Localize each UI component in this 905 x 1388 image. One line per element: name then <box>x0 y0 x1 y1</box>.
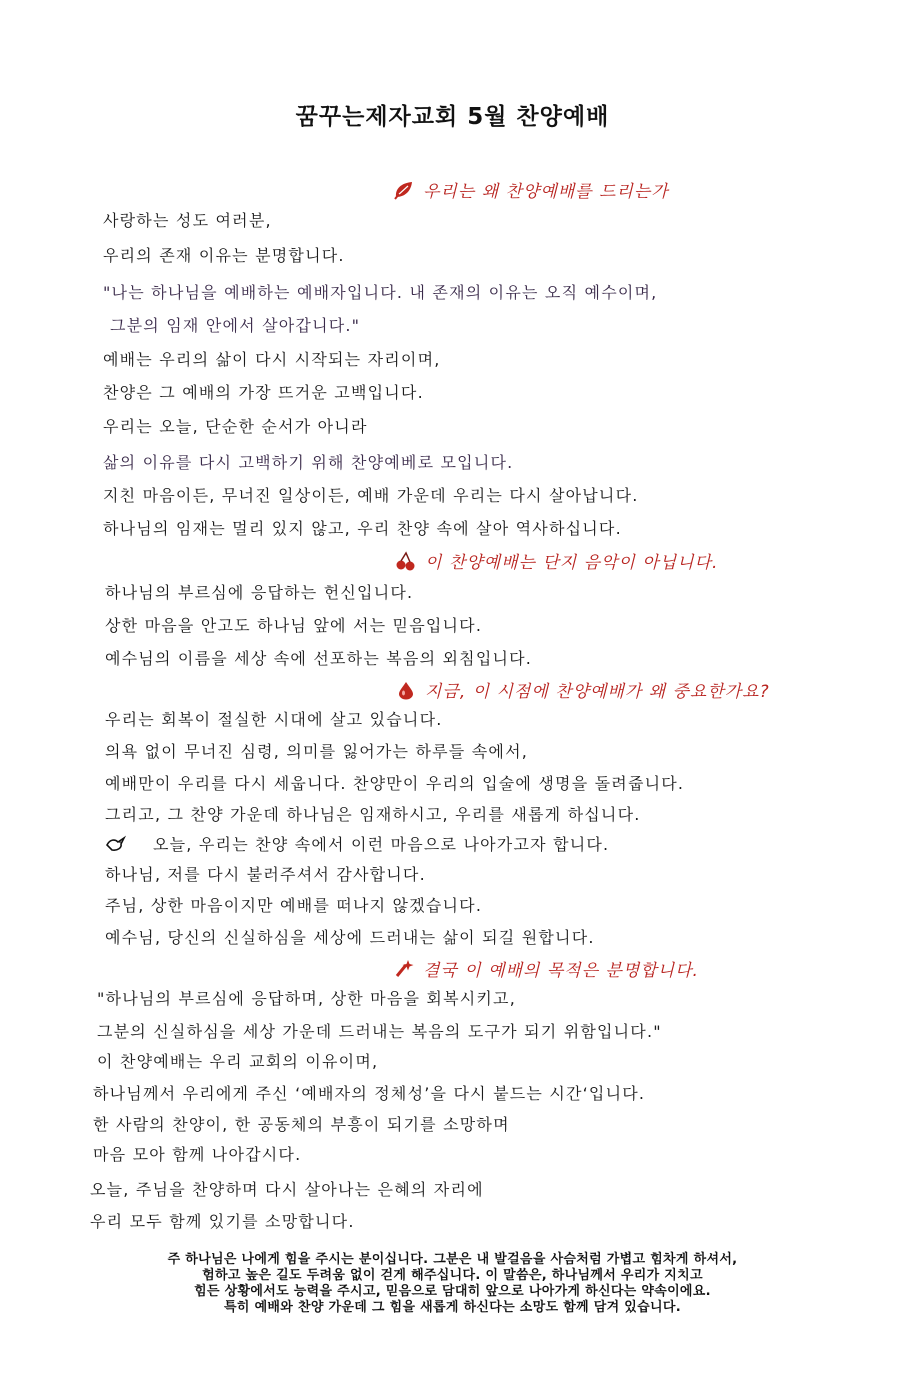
section-heading-why <box>393 177 669 202</box>
text-line: 마음 모아 함께 나아갑시다. <box>93 1145 302 1164</box>
text-line: 한 사람의 찬양이, 한 공동체의 부흥이 되기를 소망하며 <box>93 1115 510 1134</box>
text-line: 하나님의 부르심에 응답하는 헌신입니다. <box>105 583 414 602</box>
text-line: 주님, 상한 마음이지만 예배를 떠나지 않겠습니다. <box>105 896 483 915</box>
text-line: 하나님께서 우리에게 주신 ‘예배자의 정체성’을 다시 붙드는 시간‘입니다. <box>93 1084 646 1103</box>
text-line: 지친 마음이든, 무너진 일상이든, 예배 가운데 우리는 다시 살아납니다. <box>103 486 639 505</box>
text-line: 상한 마음을 안고도 하나님 앞에 서는 믿음입니다. <box>105 616 483 635</box>
heading-text: 우리는 왜 찬양예배를 드리는가 <box>423 182 669 202</box>
text-line: 오늘, 우리는 찬양 속에서 이런 마음으로 나아가고자 합니다. <box>153 835 610 854</box>
footer-line: 특히 예배와 찬양 가운데 그 힘을 새롭게 하신다는 소망도 함께 담겨 있습니다. <box>224 1300 681 1315</box>
text-line: 사랑하는 성도 여러분, <box>103 211 272 230</box>
text-line: 예수님, 당신의 신실하심을 세상에 드러내는 삶이 되길 원합니다. <box>105 928 595 947</box>
text-line: 하나님, 저를 다시 불러주셔서 감사합니다. <box>105 865 426 884</box>
footer-line: 힘든 상황에서도 능력을 주시고, 믿음으로 담대히 앞으로 나아가게 하신다는 약속이에요. <box>194 1284 711 1299</box>
text-line: 하나님의 임재는 멀리 있지 않고, 우리 찬양 속에 살아 역사하십니다. <box>103 519 622 538</box>
text-line: 그분의 신실하심을 세상 가운데 드러내는 복음의 도구가 되기 위함입니다." <box>97 1022 662 1041</box>
text-line-with-dove <box>105 832 609 855</box>
text-line: 우리 모두 함께 있기를 소망합니다. <box>90 1212 355 1231</box>
cherries-icon <box>395 551 417 571</box>
sparkle-icon <box>393 959 415 979</box>
text-line: 이 찬양예배는 우리 교회의 이유이며, <box>97 1052 379 1071</box>
leaf-icon <box>393 180 415 200</box>
text-line: 삶의 이유를 다시 고백하기 위해 찬양예베로 모입니다. <box>103 453 514 472</box>
heading-text: 이 찬양예배는 단지 음악이 아닙니다. <box>425 553 719 573</box>
text-line: 우리는 회복이 절실한 시대에 살고 있습니다. <box>105 710 443 729</box>
text-line: 찬양은 그 예배의 가장 뜨거운 고백입니다. <box>103 383 424 402</box>
section-heading-why-now <box>395 677 770 702</box>
text-line: 오늘, 주님을 찬양하며 다시 살아나는 은혜의 자리에 <box>90 1180 484 1199</box>
footer-line: 주 하나님은 나에게 힘을 주시는 분이십니다. 그분은 내 발걸음을 사슴처럼 가볍고 힘차게 하셔서, <box>167 1252 738 1267</box>
text-line: "나는 하나님을 예배하는 예배자입니다. 내 존재의 이유는 오직 예수이며, <box>103 283 658 302</box>
text-line: 예수님의 이름을 세상 속에 선포하는 복음의 외침입니다. <box>105 649 533 668</box>
page-title: 꿈꾸는제자교회 5월 찬양예배 <box>295 104 610 130</box>
text-line: 그리고, 그 찬양 가운데 하나님은 임재하시고, 우리를 새롭게 하십니다. <box>105 805 641 824</box>
text-line: 예배는 우리의 삶이 다시 시작되는 자리이며, <box>103 350 441 369</box>
section-heading-purpose <box>393 956 699 981</box>
scripture-footer <box>40 1252 865 1316</box>
text-line: 그분의 임재 안에서 살아갑니다." <box>110 316 361 335</box>
dove-icon <box>105 835 127 853</box>
text-line: 의욕 없이 무너진 심령, 의미를 잃어가는 하루들 속에서, <box>105 742 529 761</box>
text-line: "하나님의 부르심에 응답하며, 상한 마음을 회복시키고, <box>97 989 516 1008</box>
text-line: 우리는 오늘, 단순한 순서가 아니라 <box>103 417 368 436</box>
heading-text: 지금, 이 시점에 찬양예배가 왜 중요한가요? <box>425 682 770 702</box>
text-line: 우리의 존재 이유는 분명합니다. <box>103 246 345 265</box>
drop-icon <box>395 680 417 700</box>
text-line: 예배만이 우리를 다시 세웁니다. 찬양만이 우리의 입술에 생명을 돌려줍니다. <box>105 774 685 793</box>
heading-text: 결국 이 예배의 목적은 분명합니다. <box>423 961 699 981</box>
footer-line: 험하고 높은 길도 두려움 없이 걷게 해주십니다. 이 말씀은, 하나님께서 우리가 지치고 <box>202 1268 703 1283</box>
section-heading-not-music <box>395 548 718 573</box>
